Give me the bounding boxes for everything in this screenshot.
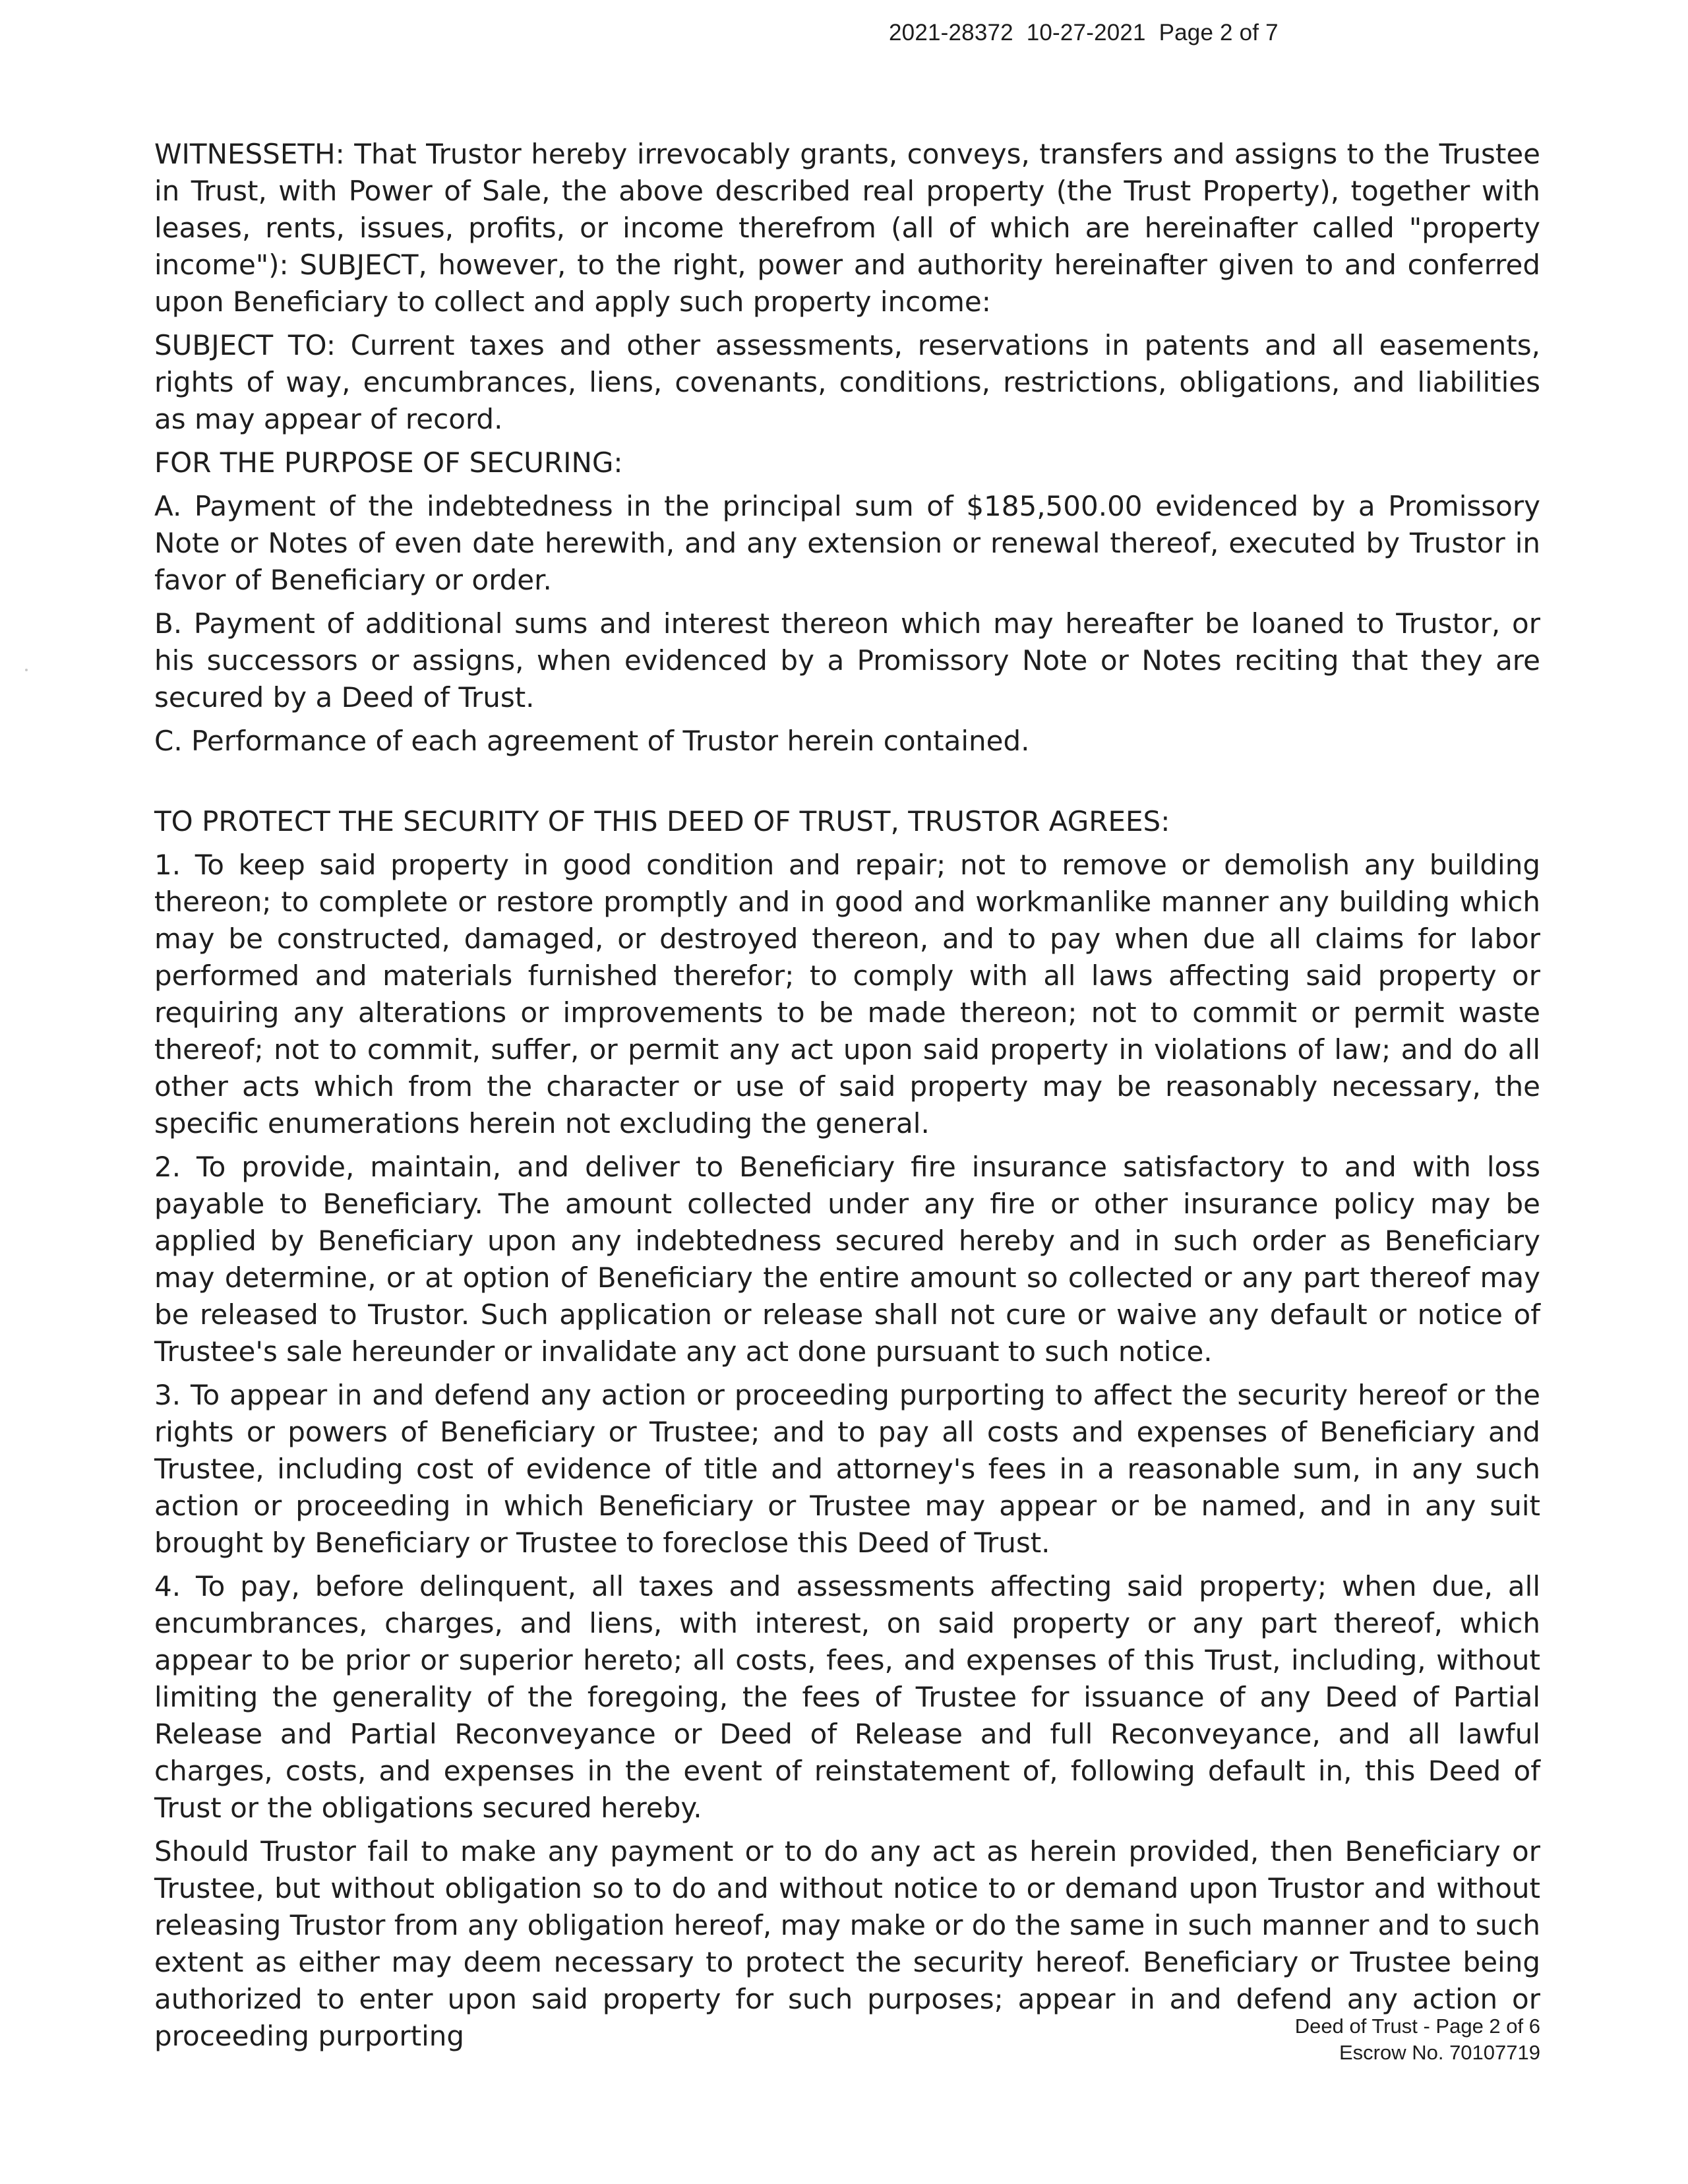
protect-heading: TO PROTECT THE SECURITY OF THIS DEED OF TRUST, TRUSTOR AGREES: <box>154 805 1170 837</box>
footer-page-label: Deed of Trust - Page 2 of 6 <box>1294 2015 1540 2038</box>
subject-to-paragraph: SUBJECT TO: Current taxes and other assessments, reservations in patents and all easements, rights of way, encumbrances, liens, covenants, conditions, restrictions, obligations, and liabilities as may appear of record. <box>154 329 1540 435</box>
clause-3: 3. To appear in and defend any action or proceeding purporting to affect the security hereof or the rights or powers of Beneficiary or Trustee; and to pay all costs and expenses of Beneficiary and Trustee, including cost of evidence of title and attorney's fees in a reasonable sum, in any such action or proceeding in which Beneficiary or Trustee may appear or be named, and in any suit brought by Beneficiary or Trustee to foreclose this Deed of Trust. <box>154 1379 1540 1559</box>
should-trustor-paragraph: Should Trustor fail to make any payment or to do any act as herein provided, then Beneficiary or Trustee, but without obligation so to do and without notice to or demand upon Trustor and without releasing Trustor from any obligation hereof, may make or do the same in such manner and to such extent as either may deem necessary to protect the security hereof. Beneficiary or Trustee being authorized to enter upon said property for such purposes; appear in and defend any action or proceeding purporting <box>154 1835 1540 2052</box>
page-footer <box>1295 2013 1540 2066</box>
document-body <box>154 136 1540 2055</box>
scan-speck <box>25 669 28 671</box>
clause-c: C. Performance of each agreement of Trustor herein contained. <box>154 725 1030 757</box>
witnesseth-paragraph: WITNESSETH: That Trustor hereby irrevocably grants, conveys, transfers and assigns to the Trustee in Trust, with Power of Sale, the above described real property (the Trust Property), together with leases, rents, issues, profits, or income therefrom (all of which are hereinafter called "property income"): SUBJECT, however, to the right, power and authority hereinafter given to and conferred upon Beneficiary to collect and apply such property income: <box>154 138 1540 318</box>
clause-2: 2. To provide, maintain, and deliver to Beneficiary fire insurance satisfactory to and with loss payable to Beneficiary. The amount collected under any fire or other insurance policy may be applied by Beneficiary upon any indebtedness secured hereby and in such order as Beneficiary may determine, or at option of Beneficiary the entire amount so collected or any part thereof may be released to Trustor. Such application or release shall not cure or waive any default or notice of Trustee's sale hereunder or invalidate any act done pursuant to such notice. <box>154 1151 1540 1368</box>
clause-b: B. Payment of additional sums and interest thereon which may hereafter be loaned to Trustor, or his successors or assigns, when evidenced by a Promissory Note or Notes reciting that they are secured by a Deed of Trust. <box>154 607 1540 713</box>
purpose-heading: FOR THE PURPOSE OF SECURING: <box>154 446 623 479</box>
footer-escrow-number: Escrow No. 70107719 <box>1339 2041 1540 2064</box>
clause-a: A. Payment of the indebtedness in the principal sum of $185,500.00 evidenced by a Promissory Note or Notes of even date herewith, and any extension or renewal thereof, executed by Trustor in favor of Beneficiary or order. <box>154 490 1540 596</box>
recording-stamp: 2021-28372 10-27-2021 Page 2 of 7 <box>889 20 1279 46</box>
clause-4: 4. To pay, before delinquent, all taxes and assessments affecting said property; when due, all encumbrances, charges, and liens, with interest, on said property or any part thereof, which appear to be prior or superior hereto; all costs, fees, and expenses of this Trust, including, without limiting the generality of the foregoing, the fees of Trustee for issuance of any Deed of Partial Release and Partial Reconveyance or Deed of Release and full Reconveyance, and all lawful charges, costs, and expenses in the event of reinstatement of, following default in, this Deed of Trust or the obligations secured hereby. <box>154 1570 1540 1824</box>
clause-1: 1. To keep said property in good condition and repair; not to remove or demolish any building thereon; to complete or restore promptly and in good and workmanlike manner any building which may be constructed, damaged, or destroyed thereon, and to pay when due all claims for labor performed and materials furnished therefor; to comply with all laws affecting said property or requiring any alterations or improvements to be made thereon; not to commit or permit waste thereof; not to commit, suffer, or permit any act upon said property in violations of law; and do all other acts which from the character or use of said property may be reasonably necessary, the specific enumerations herein not excluding the general. <box>154 849 1540 1139</box>
